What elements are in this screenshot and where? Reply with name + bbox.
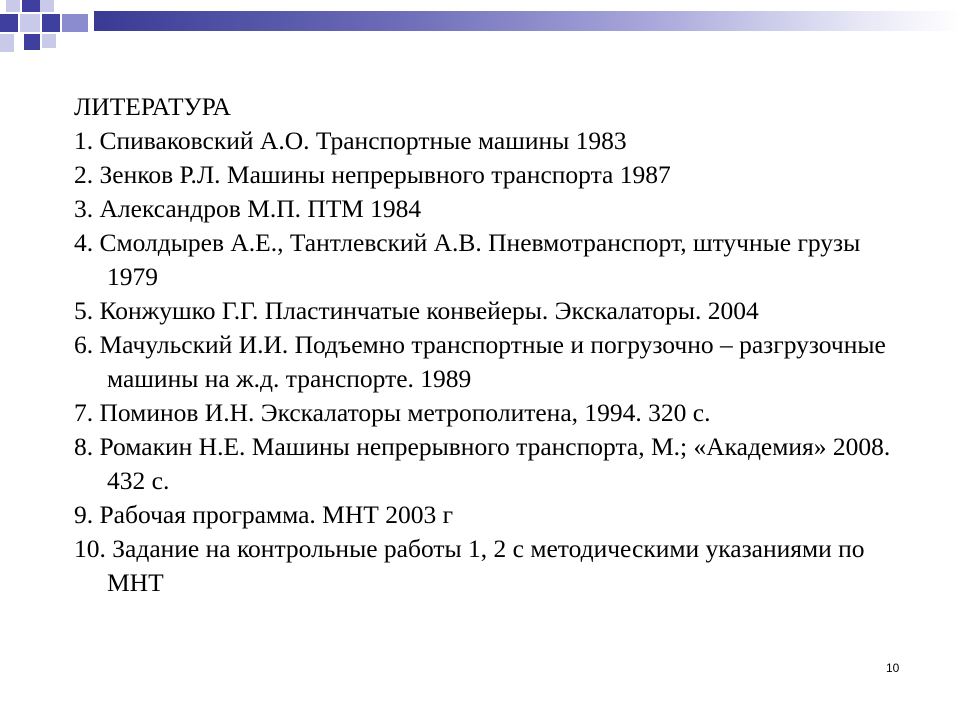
decor-square	[20, 14, 40, 32]
decor-square	[24, 34, 40, 50]
slide-content	[74, 90, 914, 600]
list-item: 10. Задание на контрольные работы 1, 2 с методическими указаниями по МНТ	[74, 534, 865, 597]
list-item: 2. Зенков Р.Л. Машины непрерывного транспорта 1987	[74, 160, 671, 189]
page-title: ЛИТЕРАТУРА	[74, 92, 231, 121]
reference-list	[74, 124, 914, 600]
list-item: 4. Смолдырев А.Е., Тантлевский А.В. Пневмотранспорт, штучные грузы 1979	[74, 228, 861, 291]
page-number: 10	[886, 661, 900, 675]
title-bar-gradient	[94, 11, 960, 31]
decor-square	[0, 14, 18, 32]
decor-square	[42, 34, 56, 48]
list-item: 3. Александров М.П. ПТМ 1984	[74, 194, 422, 223]
decor-square	[40, 0, 54, 12]
decor-square	[62, 14, 88, 32]
decor-square	[6, 0, 20, 12]
list-item: 5. Конжушко Г.Г. Пластинчатые конвейеры. Экскалаторы. 2004	[74, 296, 759, 325]
list-item: 1. Спиваковский А.О. Транспортные машины 1983	[74, 126, 627, 155]
list-item: 8. Ромакин Н.Е. Машины непрерывного транспорта, М.; «Академия» 2008. 432 с.	[74, 432, 891, 495]
list-item: 9. Рабочая программа. МНТ 2003 г	[74, 500, 454, 529]
list-item: 6. Мачульский И.И. Подъемно транспортные и погрузочно – разгрузочные машины на ж.д. транспорте. 1989	[74, 330, 886, 393]
decor-square	[42, 14, 60, 32]
list-item: 7. Поминов И.Н. Экскалаторы метрополитена, 1994. 320 с.	[74, 398, 711, 427]
decor-square	[0, 34, 14, 52]
decor-square	[22, 0, 40, 12]
